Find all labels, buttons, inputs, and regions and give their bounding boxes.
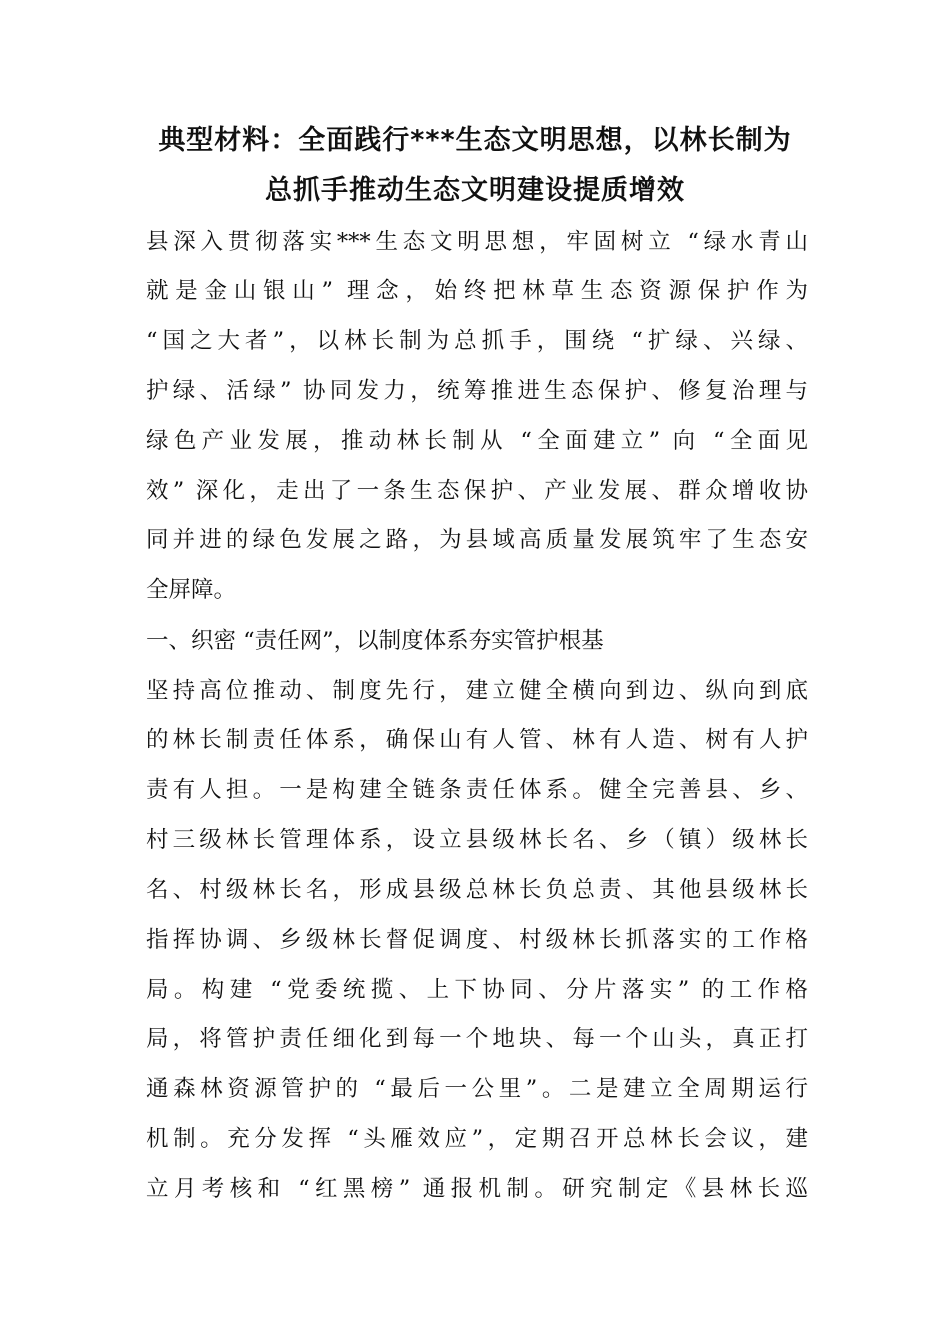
intro-line-6: 效” 深化，走出了一条生态保护、产业发展、群众增收协 xyxy=(146,478,808,504)
section1-line-5: 名、村级林长名，形成县级总林长负总责、其他县级林长 xyxy=(146,877,808,903)
section1-line-1: 坚持高位推动、制度先行，建立健全横向到边、纵向到底 xyxy=(146,678,808,704)
intro-line-7: 同并进的绿色发展之路，为县域高质量发展筑牢了生态安 xyxy=(146,527,808,553)
intro-line-2: 就是金山银山” 理念，始终把林草生态资源保护作为 xyxy=(146,278,808,304)
section1-line-3: 责有人担。一是构建全链条责任体系。健全完善县、乡、 xyxy=(146,777,808,803)
section-heading-1: 一、织密 “责任网”，以制度体系夯实管护根基 xyxy=(146,628,604,654)
section1-line-8: 局，将管护责任细化到每一个地块、每一个山头，真正打 xyxy=(146,1026,808,1052)
intro-line-1: 县深入贯彻落实***生态文明思想，牢固树立 “绿水青山 xyxy=(146,229,808,255)
document-title-line-1: 典型材料：全面践行***生态文明思想，以林长制为 xyxy=(158,125,792,156)
section1-line-6: 指挥协调、乡级林长督促调度、村级林长抓落实的工作格 xyxy=(146,927,808,953)
intro-line-3: “国之大者”，以林长制为总抓手，围绕 “扩绿、兴绿、 xyxy=(146,328,808,354)
intro-line-4: 护绿、活绿” 协同发力，统筹推进生态保护、修复治理与 xyxy=(146,378,808,404)
intro-line-5: 绿色产业发展，推动林长制从 “全面建立” 向 “全面见 xyxy=(146,428,808,454)
section1-line-7: 局。构建 “党委统揽、上下协同、分片落实” 的工作格 xyxy=(146,977,808,1003)
section1-line-9: 通森林资源管护的 “最后一公里”。二是建立全周期运行 xyxy=(146,1076,808,1102)
intro-line-8: 全屏障。 xyxy=(146,577,237,603)
section1-line-11: 立月考核和 “红黑榜” 通报机制。研究制定《县林长巡 xyxy=(146,1176,808,1202)
section1-line-10: 机制。充分发挥 “头雁效应”，定期召开总林长会议，建 xyxy=(146,1126,808,1152)
section1-line-4: 村三级林长管理体系，设立县级林长名、乡（镇）级林长 xyxy=(146,827,808,853)
section1-line-2: 的林长制责任体系，确保山有人管、林有人造、树有人护 xyxy=(146,727,808,753)
document-title-line-2: 总抓手推动生态文明建设提质增效 xyxy=(265,175,685,206)
